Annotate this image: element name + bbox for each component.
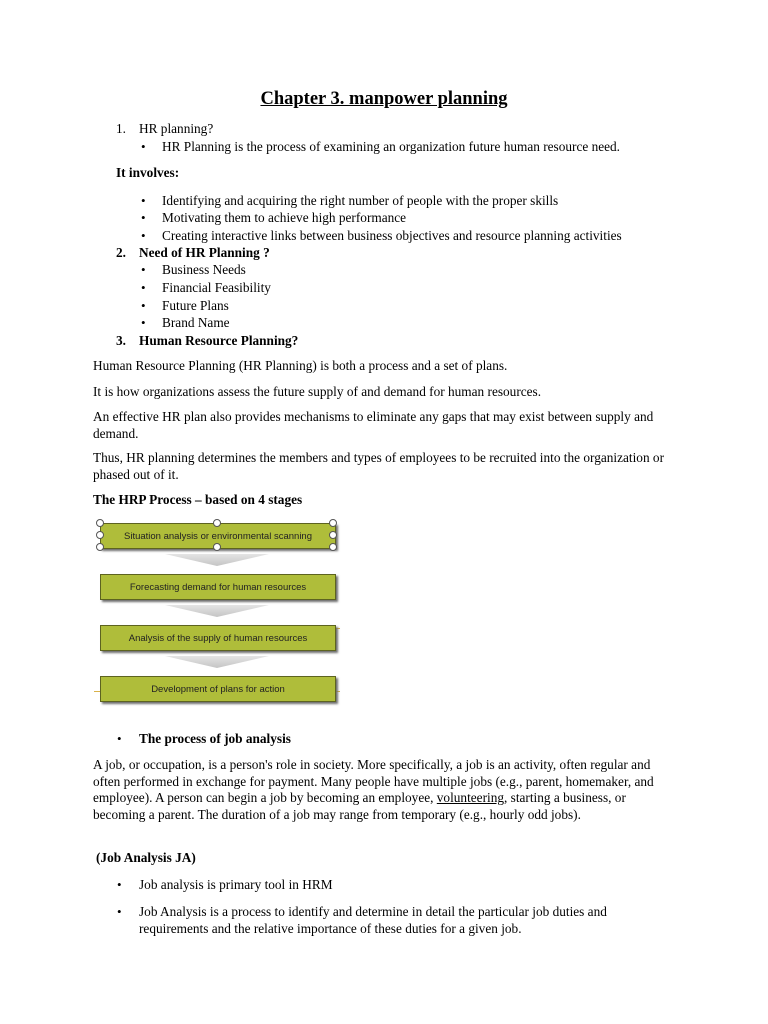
section-1-heading: HR planning? <box>139 121 214 136</box>
involves-item: Identifying and acquiring the right number of people with the proper skills <box>162 193 559 208</box>
paragraph: An effective HR plan also provides mechanisms to eliminate any gaps that may exist between supply and demand. <box>93 409 654 441</box>
stage-label: Situation analysis or environmental scanning <box>124 530 312 542</box>
resize-handle[interactable] <box>213 519 221 527</box>
paragraph: Thus, HR planning determines the members and types of employees to be recruited into the organization or phased out of it. <box>93 450 664 482</box>
resize-handle[interactable] <box>96 543 104 551</box>
resize-handle[interactable] <box>329 543 337 551</box>
bullet-icon: • <box>141 262 146 277</box>
bullet-icon: • <box>117 731 122 746</box>
bullet-icon: • <box>141 298 146 313</box>
resize-handle[interactable] <box>329 519 337 527</box>
stage-box[interactable] <box>100 625 336 651</box>
ja-item: Job analysis is primary tool in HRM <box>139 877 333 892</box>
job-paragraph <box>93 757 675 823</box>
stage-label: Analysis of the supply of human resources <box>128 632 308 644</box>
job-text: A job, or occupation, is a person's role in society. More specifically, a job is an activity, often regular and often performed in exchange for payment. Many people have multiple jobs (e.g., parent, homemaker, and employee). A person can begin a job by becoming an employee, <box>93 757 654 806</box>
ja-heading: (Job Analysis JA) <box>96 850 196 865</box>
divider <box>336 691 340 692</box>
involves-item: Creating interactive links between business objectives and resource planning activities <box>162 228 622 243</box>
volunteering-link[interactable]: volunteering <box>436 790 504 806</box>
involves-item: Motivating them to achieve high performance <box>162 210 407 225</box>
section-2-heading: Need of HR Planning ? <box>139 245 270 260</box>
bullet-icon: • <box>141 210 146 225</box>
section-2-number: 2. <box>116 245 126 260</box>
bullet-icon: • <box>141 315 146 330</box>
down-arrow-icon <box>165 656 269 668</box>
stage-box[interactable] <box>100 676 336 702</box>
section-1-number: 1. <box>116 121 126 136</box>
section-1-definition: HR Planning is the process of examining an organization future human resource need. <box>162 139 621 154</box>
stage-label: Development of plans for action <box>151 683 285 695</box>
job-text: , starting a business, or becoming a parent. The duration of a job may range from temporary (e.g., hourly odd jobs). <box>93 790 626 822</box>
page-title: Chapter 3. manpower planning <box>260 89 508 109</box>
resize-handle[interactable] <box>329 531 337 539</box>
divider <box>336 628 340 629</box>
bullet-icon: • <box>141 193 146 208</box>
paragraph: It is how organizations assess the future supply of and demand for human resources. <box>93 384 542 399</box>
resize-handle[interactable] <box>96 519 104 527</box>
bullet-icon: • <box>141 139 146 154</box>
need-item: Future Plans <box>162 298 229 313</box>
job-analysis-heading: The process of job analysis <box>139 731 291 746</box>
stage-box[interactable] <box>100 574 336 600</box>
bullet-icon: • <box>117 904 122 919</box>
need-item: Business Needs <box>162 262 246 277</box>
stage-label: Forecasting demand for human resources <box>129 581 307 593</box>
section-3-number: 3. <box>116 333 126 348</box>
bullet-icon: • <box>117 877 122 892</box>
ja-item: Job Analysis is a process to identify and determine in detail the particular job duties and requirements and the relative importance of these duties for a given job. <box>139 904 607 936</box>
down-arrow-icon <box>165 554 269 566</box>
section-3-heading: Human Resource Planning? <box>139 333 299 348</box>
need-item: Financial Feasibility <box>162 280 271 295</box>
paragraph: Human Resource Planning (HR Planning) is both a process and a set of plans. <box>93 358 508 373</box>
bullet-icon: • <box>141 228 146 243</box>
resize-handle[interactable] <box>213 543 221 551</box>
need-item: Brand Name <box>162 315 230 330</box>
hrp-heading: The HRP Process – based on 4 stages <box>93 492 303 507</box>
bullet-icon: • <box>141 280 146 295</box>
down-arrow-icon <box>165 605 269 617</box>
resize-handle[interactable] <box>96 531 104 539</box>
involves-heading: It involves: <box>116 165 180 180</box>
